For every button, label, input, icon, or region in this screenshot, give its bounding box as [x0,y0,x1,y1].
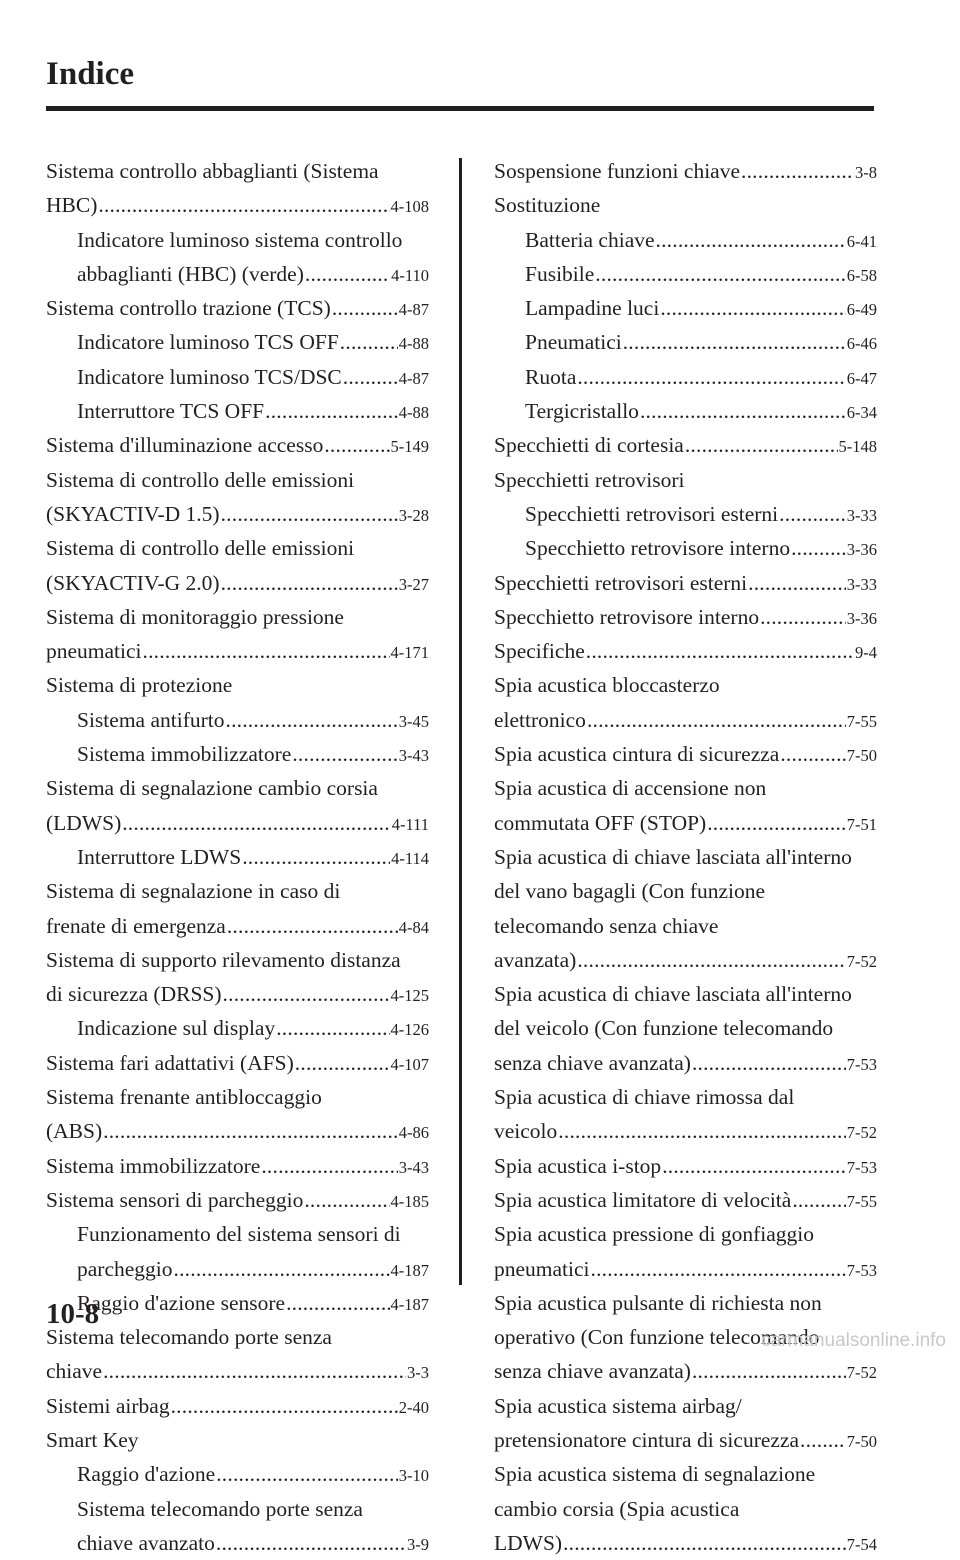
index-entry-page: 7-53 [846,1157,877,1177]
dot-leader [343,360,398,394]
dot-leader [324,428,389,462]
index-entry [494,394,877,428]
index-entry-page: 4-114 [391,848,429,868]
dot-leader [558,1114,845,1148]
index-entry-text: Raggio d'azione [77,1462,216,1487]
index-entry [494,737,877,771]
index-entry-page: 3-33 [846,505,877,525]
dot-leader [563,1526,846,1560]
index-entry-text: avanzata) [494,947,577,972]
watermark: carmanualsonline.info [761,1330,946,1351]
index-entry-page: 7-50 [846,1431,877,1451]
column-divider [459,158,462,1285]
index-entry-page: 7-53 [846,1260,877,1280]
index-entry [494,668,877,702]
index-entry-page: 4-125 [390,986,429,1006]
index-entry-page: 7-55 [846,711,877,731]
index-entry [494,909,877,943]
index-entry-text: Tergicristallo [525,399,639,424]
index-entry-text: Specchietto retrovisore interno [494,604,760,629]
index-entry [494,634,877,668]
index-entry [46,943,429,977]
index-entry-text: Sistema telecomando porte senza [46,1325,332,1350]
index-entry-page: 6-58 [846,265,877,285]
index-entry-page: 7-53 [846,1054,877,1074]
index-entry-page: 3-10 [398,1466,429,1486]
index-entry-text: Spia acustica di chiave lasciata all'interno [494,844,852,869]
index-entry-text: Interruttore TCS OFF [77,399,265,424]
index-entry-text: Smart Key [46,1427,139,1452]
index-entry [46,188,429,222]
dot-leader [779,497,846,531]
page-title: Indice [46,56,135,92]
index-entry [46,1457,429,1491]
index-entry [46,703,429,737]
index-entry-page: 3-3 [407,1363,429,1383]
index-entry [46,1252,429,1286]
index-entry [494,154,877,188]
index-entry-text: chiave avanzato [77,1530,215,1555]
index-entry-page: 7-52 [846,1123,877,1143]
index-entry [46,291,429,325]
dot-leader [216,1457,398,1491]
index-entry-text: (SKYACTIV-G 2.0) [46,570,220,595]
index-entry-text: Specchietti retrovisori esterni [494,570,748,595]
dot-leader [587,703,846,737]
index-entry [46,1389,429,1423]
index-entry-text: Sistema di segnalazione in caso di [46,879,341,904]
index-entry [46,463,429,497]
index-entry [494,840,877,874]
index-entry [46,566,429,600]
index-entry-page: 4-110 [391,265,429,285]
index-entry-text: senza chiave avanzata) [494,1050,691,1075]
index-entry-page: 4-111 [391,814,429,834]
index-entry-text: Raggio d'azione sensore [77,1290,286,1315]
dot-leader [242,840,390,874]
index-entry-text: Spia acustica di chiave lasciata all'interno [494,982,852,1007]
index-entry-page: 7-54 [846,1534,877,1554]
dot-leader [143,634,390,668]
index-entry-text: telecomando senza chiave [494,913,719,938]
index-entry-page: 7-52 [846,1363,877,1383]
index-entry [46,360,429,394]
index-entry-text: Spia acustica i-stop [494,1153,662,1178]
index-entry-page: 4-86 [398,1123,429,1143]
index-entry-text: veicolo [494,1119,558,1144]
dot-leader [305,257,390,291]
index-entry-text: Sistema sensori di parcheggio [46,1187,304,1212]
index-entry [494,703,877,737]
index-entry-text: frenate di emergenza [46,913,226,938]
dot-leader [122,806,390,840]
index-entry-text: chiave [46,1359,103,1384]
index-entry-page: 3-28 [398,505,429,525]
index-entry [494,360,877,394]
header-rule [46,106,874,111]
dot-leader [741,154,854,188]
index-entry-text: Specchietti retrovisori [494,467,685,492]
index-entry [494,1457,877,1491]
index-entry-page: 4-171 [390,643,429,663]
index-entry-text: Sistema immobilizzatore [46,1153,261,1178]
index-entry [494,977,877,1011]
index-entry [494,257,877,291]
index-entry-page: 3-27 [398,574,429,594]
index-entry-text: elettronico [494,707,586,732]
index-entry [46,1011,429,1045]
index-entry-page: 3-36 [846,540,877,560]
index-entry-text: Spia acustica di chiave rimossa dal [494,1085,795,1110]
page-number: 10-8 [46,1298,100,1330]
index-entry [46,909,429,943]
index-entry-text: Batteria chiave [525,227,655,252]
index-entry-text: Sistema frenante antibloccaggio [46,1085,322,1110]
index-entry-text: parcheggio [77,1256,173,1281]
dot-leader [577,943,845,977]
dot-leader [226,703,398,737]
index-entry [46,874,429,908]
index-entry-page: 6-46 [846,334,877,354]
index-entry-text: operativo (Con funzione telecomando [494,1325,820,1350]
dot-leader [685,428,838,462]
index-entry-page: 6-34 [846,403,877,423]
dot-leader [261,1149,397,1183]
index-entry [46,977,429,1011]
index-entry-text: Specchietti retrovisori esterni [525,501,779,526]
index-entry [494,188,877,222]
index-entry [494,223,877,257]
dot-leader [174,1252,390,1286]
index-entry [46,771,429,805]
index-entry [46,806,429,840]
index-entry [46,600,429,634]
index-entry [46,1286,429,1320]
index-entry-page: 3-43 [398,1157,429,1177]
dot-leader [295,1046,390,1080]
index-entry [46,428,429,462]
index-entry [494,1011,877,1045]
index-entry [494,531,877,565]
dot-leader [340,325,398,359]
dot-leader [221,566,398,600]
dot-leader [656,223,846,257]
index-entry-text: Sistema di controllo delle emissioni [46,536,355,561]
dot-leader [577,360,845,394]
index-entry-page: 3-36 [846,608,877,628]
index-entry [494,428,877,462]
index-entry-text: Fusibile [525,261,595,286]
index-entry [494,1080,877,1114]
index-entry [494,463,877,497]
dot-leader [98,188,389,222]
index-entry-text: senza chiave avanzata) [494,1359,691,1384]
index-entry [494,497,877,531]
dot-leader [692,1046,846,1080]
index-entry [494,1217,877,1251]
index-entry [494,1492,877,1526]
dot-leader [103,1114,398,1148]
index-entry-text: Sistema di segnalazione cambio corsia [46,776,378,801]
index-entry-page: 6-49 [846,300,877,320]
index-entry [494,1114,877,1148]
index-entry-text: Pneumatici [525,330,622,355]
index-entry [46,1046,429,1080]
index-entry [494,1046,877,1080]
index-entry-page: 4-87 [398,368,429,388]
index-entry [494,325,877,359]
dot-leader [662,1149,846,1183]
index-entry [46,1114,429,1148]
index-entry [494,566,877,600]
index-entry-text: Spia acustica cintura di sicurezza [494,742,780,767]
index-entry-text: (LDWS) [46,810,122,835]
index-entry-page: 5-148 [838,437,877,457]
index-entry-text: Funzionamento del sistema sensori di [77,1222,401,1247]
dot-leader [791,531,846,565]
index-entry [494,600,877,634]
index-entry [494,943,877,977]
index-entry-page: 4-187 [390,1260,429,1280]
index-entry [494,1252,877,1286]
index-entry-page: 4-187 [390,1294,429,1314]
index-entry [494,1526,877,1560]
dot-leader [748,566,846,600]
index-entry-page: 3-33 [846,574,877,594]
dot-leader [276,1011,389,1045]
index-entry [46,1526,429,1560]
index-entry-page: 3-8 [855,163,877,182]
index-entry-text: Spia acustica bloccasterzo [494,673,720,698]
index-entry-page: 4-88 [398,403,429,423]
index-entry-text: Spia acustica sistema di segnalazione [494,1462,816,1487]
index-entry-text: Spia acustica di accensione non [494,776,767,801]
dot-leader [591,1252,846,1286]
index-entry-text: Interruttore LDWS [77,844,242,869]
index-entry [46,668,429,702]
index-entry-page: 4-84 [398,917,429,937]
index-entry [46,1080,429,1114]
index-entry-text: HBC) [46,193,98,218]
index-entry-page: 4-88 [398,334,429,354]
index-entry [46,1217,429,1251]
index-entry-text: Sistema di supporto rilevamento distanza [46,947,401,972]
index-entry [46,223,429,257]
index-entry-text: di sicurezza (DRSS) [46,982,222,1007]
dot-leader [304,1183,389,1217]
index-entry-text: del vano bagagli (Con funzione [494,879,766,904]
index-entry-text: Sistema telecomando porte senza [77,1496,363,1521]
index-entry-page: 7-55 [846,1191,877,1211]
index-entry [46,1320,429,1354]
index-entry-text: Ruota [525,364,577,389]
index-entry [46,531,429,565]
index-entry [494,771,877,805]
dot-leader [227,909,398,943]
index-entry-text: Indicatore luminoso TCS OFF [77,330,339,355]
index-entry-text: Sospensione funzioni chiave [494,159,741,183]
index-entry [494,1389,877,1423]
index-entry-page: 4-185 [390,1191,429,1211]
index-entry-page: 4-126 [390,1020,429,1040]
index-entry-text: Sistema controllo abbaglianti (Sistema [46,159,379,183]
index-entry [46,394,429,428]
index-entry [494,874,877,908]
dot-leader [800,1423,846,1457]
index-entry-text: pneumatici [46,639,142,664]
index-entry-page: 3-43 [398,746,429,766]
dot-leader [221,497,398,531]
index-entry [494,1423,877,1457]
index-entry-text: commutata OFF (STOP) [494,810,707,835]
index-entry-text: del veicolo (Con funzione telecomando [494,1016,834,1041]
index-entry-text: Sostituzione [494,193,601,218]
index-entry-page: 5-149 [390,437,429,457]
dot-leader [171,1389,398,1423]
index-entry-text: Sistema antifurto [77,707,225,732]
index-entry-page: 6-47 [846,368,877,388]
dot-leader [332,291,398,325]
index-entry-text: Spia acustica sistema airbag/ [494,1393,742,1418]
index-entry-page: 2-40 [398,1397,429,1417]
index-entry-text: Spia acustica limitatore di velocità [494,1187,792,1212]
index-entry-page: 7-51 [846,814,877,834]
dot-leader [586,634,854,668]
index-entry-text: pneumatici [494,1256,590,1281]
index-entry-text: Sistema di protezione [46,673,233,698]
index-entry [494,291,877,325]
dot-leader [623,325,846,359]
index-entry-text: cambio corsia (Spia acustica [494,1496,740,1521]
index-entry [46,1149,429,1183]
index-entry-text: (SKYACTIV-D 1.5) [46,501,220,526]
index-entry [46,1492,429,1526]
dot-leader [660,291,845,325]
index-entry-page: 7-50 [846,746,877,766]
index-entry-text: Sistemi airbag [46,1393,170,1418]
dot-leader [292,737,397,771]
dot-leader [265,394,398,428]
dot-leader [760,600,846,634]
index-entry [46,1423,429,1457]
index-entry-text: Sistema fari adattativi (AFS) [46,1050,294,1075]
dot-leader [640,394,846,428]
index-entry [46,154,429,188]
dot-leader [707,806,846,840]
index-entry-text: Specchietto retrovisore interno [525,536,791,561]
index-entry-text: Sistema controllo trazione (TCS) [46,296,331,321]
dot-leader [595,257,845,291]
index-entry-page: 6-41 [846,231,877,251]
index-entry-text: Indicatore luminoso TCS/DSC [77,364,342,389]
index-entry-page: 7-52 [846,951,877,971]
index-entry [46,497,429,531]
index-entry-text: Indicazione sul display [77,1016,276,1041]
index-entry-page: 4-87 [398,300,429,320]
index-entry [46,737,429,771]
index-entry-page: 4-108 [390,197,429,217]
index-entry [46,634,429,668]
dot-leader [223,977,390,1011]
index-entry-page: 3-9 [407,1534,429,1554]
index-entry-text: Sistema d'illuminazione accesso [46,433,324,458]
index-entry-text: Indicatore luminoso sistema controllo [77,227,403,252]
index-entry-text: abbaglianti (HBC) (verde) [77,261,304,286]
index-entry [46,840,429,874]
index-entry [494,1183,877,1217]
index-entry-text: Lampadine luci [525,296,660,321]
index-entry-page: 9-4 [855,643,877,663]
index-entry [494,1149,877,1183]
index-entry-page: 4-107 [390,1054,429,1074]
index-entry-text: (ABS) [46,1119,103,1144]
index-entry [46,257,429,291]
index-entry [494,1286,877,1320]
dot-leader [780,737,845,771]
index-column-left [46,154,429,1560]
dot-leader [792,1183,845,1217]
index-entry-text: Specchietti di cortesia [494,433,684,458]
index-entry-text: pretensionatore cintura di sicurezza [494,1427,800,1452]
index-entry-text: Spia acustica pulsante di richiesta non [494,1290,822,1315]
index-entry-text: Sistema immobilizzatore [77,742,292,767]
index-entry [46,325,429,359]
dot-leader [216,1526,406,1560]
index-entry [46,1183,429,1217]
dot-leader [286,1286,389,1320]
index-entry-text: LDWS) [494,1530,563,1555]
index-entry [494,806,877,840]
index-entry-page: 3-45 [398,711,429,731]
index-entry-text: Sistema di controllo delle emissioni [46,467,355,492]
index-entry-text: Sistema di monitoraggio pressione [46,604,344,629]
index-entry-text: Specifiche [494,639,585,664]
index-entry-text: Spia acustica pressione di gonfiaggio [494,1222,815,1247]
